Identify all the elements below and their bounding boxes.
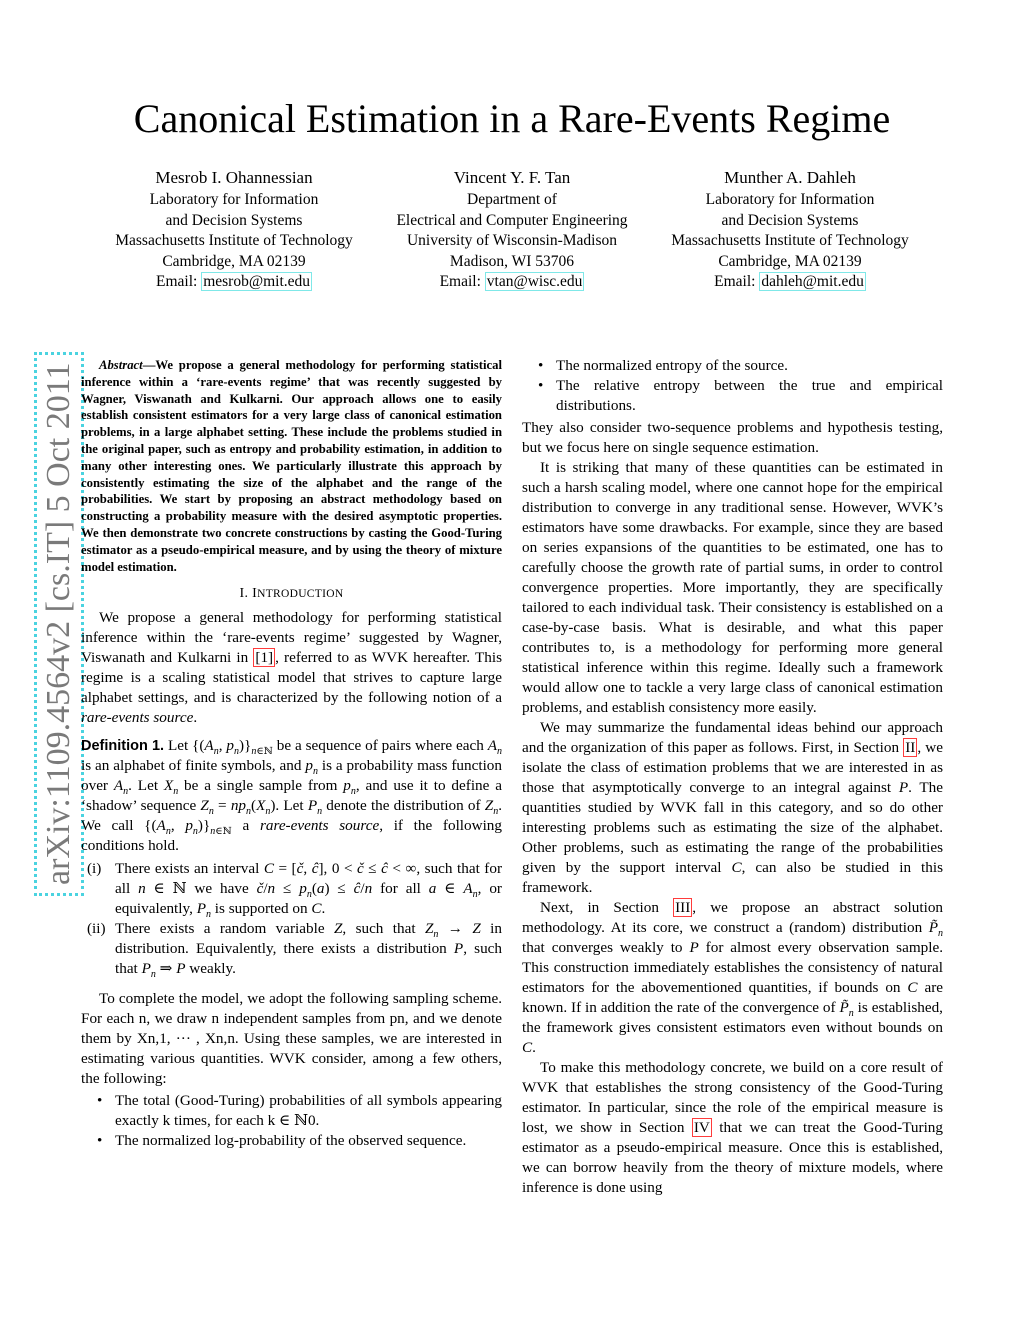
right-column xyxy=(522,356,943,1198)
section-heading: I. INTRODUCTION xyxy=(239,586,344,602)
list-item: • The normalized log-probability of the observed sequence. xyxy=(81,1131,502,1151)
paragraph: They also consider two-sequence problems and hypothesis testing, but we focus here on single sequence estimation. xyxy=(522,419,943,456)
list-item: • The total (Good-Turing) probabilities of all symbols appearing exactly k times, for each k ∈ ℕ0. xyxy=(81,1091,502,1131)
paragraph: To make this methodology concrete, we build on a core result of WVK that establishes the strong consistency of the Good-Turing estimator. In particular, since the role of the empirical measure is lost, we show in Section IV that we can treat the Good-Turing estimator as a pseudo-empirical measure. Once this is established, we can borrow heavily from the theory of mixture models, where inference is done using xyxy=(522,1059,943,1196)
paragraph: Next, in Section III , we propose an abstract solution methodology. At its core, we construct a (random) distribution $P̃_n$ that converges weakly to P for almost every observation sample. This construction immediately establishes the consistency of natural estimators for the abovementioned quantities, if bounds on C are known. If in addition the rate of the convergence of $P̃_n$ is established, the framework gives consistent estimators even without bounds on C. xyxy=(522,899,944,1056)
author-affiliation-line: Massachusetts Institute of Technology xyxy=(671,232,909,250)
definition-1: Definition 1. Let {($A_n$, $p_n)\}_{n\in ℕ}$ be a sequence of pairs where each $A_n$ is an alphabet of finite symbols, and $p_n$ is a probability mass function over $A_n$. Let $X_n$ be a single sample from $p_n$, and use it to define a ‘shadow’ sequence $Z_n = np_n(X_n)$. Let $P_n$ denote the distribution of $Z_n$. We call {($A_n$, $p_n)\}_{n\in ℕ}$ a rare-events source, if the following conditions hold. xyxy=(81,737,502,855)
author-affiliation-line: Laboratory for Information xyxy=(705,191,875,208)
citation-link[interactable]: [1] xyxy=(255,649,274,667)
author-email-line: Email: vtan@wisc.edu xyxy=(439,273,583,291)
email-link[interactable]: dahleh@mit.edu xyxy=(761,273,864,291)
paragraph: We may summarize the fundamental ideas behind our approach and the organization of this paper as follows. First, in Section II , we isolate the class of estimation problems that we are interested in as those that asymptotically converge to an integral against P. The quantities studied by WVK fall in this category, and so do other interesting problems such as estimating the size of the alphabet. Other problems, such as estimating the range of the probabilities given by the support interval C, can also be studied in this framework. xyxy=(522,719,944,896)
list-item: • The relative entropy between the true and empirical distributions. xyxy=(522,376,943,416)
email-link[interactable]: vtan@wisc.edu xyxy=(486,273,583,291)
author-affiliation-line: Department of xyxy=(467,191,557,208)
bullet-list-left xyxy=(81,1091,502,1151)
section-ref-link[interactable]: II xyxy=(905,739,916,756)
author-address-line: Cambridge, MA 02139 xyxy=(162,252,306,270)
sampling-paragraph: To complete the model, we adopt the following sampling scheme. For each n, we draw n independent samples from pn, and we denote them by Xn,1, ··· , Xn,n. Using these samples, we are interested in estimating various quantities. WVK consider, among a few others, the following: xyxy=(81,990,502,1088)
email-link[interactable]: mesrob@mit.edu xyxy=(203,273,311,291)
abstract-text: —We propose a general methodology for performing statistical inference within a ‘rare-events regime’ that was recently suggested by Wagner, Viswanath and Kulkarni. Our approach allows one to easily establish consistent estimators for a very large class of canonical estimation problems, in a large alphabet setting. These include the problems studied in the original paper, such as entropy and probability estimation, in addition to many other interesting ones. We particularly illustrate this approach by consistently estimating the size of the alphabet and the range of the probabilities. We start by proposing an abstract methodology based on constructing a probability measure with the desired asymptotic properties. We then demonstrate two concrete constructions by casting the Good-Turing estimator as a pseudo-empirical measure, and by using the theory of mixture model estimation. xyxy=(81,358,502,574)
definition-conditions xyxy=(81,859,502,979)
author-affiliation-line: Electrical and Computer Engineering xyxy=(396,211,628,229)
abstract xyxy=(81,357,502,575)
author-email-line: Email: dahleh@mit.edu xyxy=(714,273,864,291)
author-affiliation-line: University of Wisconsin-Madison xyxy=(406,232,618,250)
condition-item: (i) There exists an interval C = [č, ĉ], 0 < č ≤ ĉ < ∞, such that for all n ∈ ℕ we have č/n ≤ $p_n(a)$ ≤ ĉ/n for all a ∈ $A_n$, or equivalently, $P_n$ is supported on C. xyxy=(87,860,503,921)
condition-item: (ii) There exists a random variable Z, such that $Z_n \to Z$ in distribution. Equivalently, there exists a distribution P, such that $P_n$ ⇒ P weakly. xyxy=(87,920,502,981)
definition-label: Definition 1. xyxy=(81,738,165,755)
section-ref-link[interactable]: IV xyxy=(693,1119,710,1136)
author-address-line: Cambridge, MA 02139 xyxy=(718,252,862,270)
author-address-line: Madison, WI 53706 xyxy=(449,252,575,270)
author-affiliation-line: Laboratory for Information xyxy=(149,191,319,208)
author-name: Munther A. Dahleh xyxy=(724,168,856,187)
author-block-3 xyxy=(640,166,940,293)
arxiv-stamp[interactable]: arXiv:1109.4564v2 [cs.IT] 5 Oct 2011 xyxy=(34,352,84,896)
abstract-label: Abstract xyxy=(99,358,143,372)
author-block-2 xyxy=(362,166,662,293)
left-column xyxy=(81,357,502,1153)
author-affiliation-line: Massachusetts Institute of Technology xyxy=(115,232,353,250)
paragraph: It is striking that many of these quantities can be estimated in such a harsh scaling model, where one cannot hope for the empirical distribution to converge in any traditional sense. However, WVK’s estimators have some drawbacks. For example, since they are based on series expansions of the quantities to be estimated, one has to carefully choose the growth rate of partial sums, in order to control convergence properties. More importantly, they are specifically tailored to each individual task. Their consistency is established on a case-by-case basis. What is desirable, and what this paper contributes to, is a methodology for performing more general statistical inference within this regime. Ideally such a framework would allow one to tackle a very large class of canonical estimation problems, and establish consistency more easily. xyxy=(522,459,943,716)
paper-title: Canonical Estimation in a Rare-Events Regime xyxy=(133,96,891,141)
intro-paragraph: We propose a general methodology for performing statistical inference within the ‘rare-events regime’ suggested by Wagner, Viswanath and Kulkarni in [1] , referred to as WVK hereafter. This regime is a scaling statistical model that strives to capture large alphabet settings, and is characterized by the following notion of a rare-events source. xyxy=(81,609,502,727)
list-item: • The normalized entropy of the source. xyxy=(522,356,943,376)
section-ref-link[interactable]: III xyxy=(675,899,691,916)
author-block-1 xyxy=(84,166,384,293)
author-affiliation-line: and Decision Systems xyxy=(721,211,859,229)
bullet-list-right xyxy=(522,356,943,416)
author-name: Mesrob I. Ohannessian xyxy=(155,168,313,187)
author-affiliation-line: and Decision Systems xyxy=(165,211,303,229)
author-email-line: Email: mesrob@mit.edu xyxy=(155,273,311,291)
author-name: Vincent Y. F. Tan xyxy=(453,168,571,187)
